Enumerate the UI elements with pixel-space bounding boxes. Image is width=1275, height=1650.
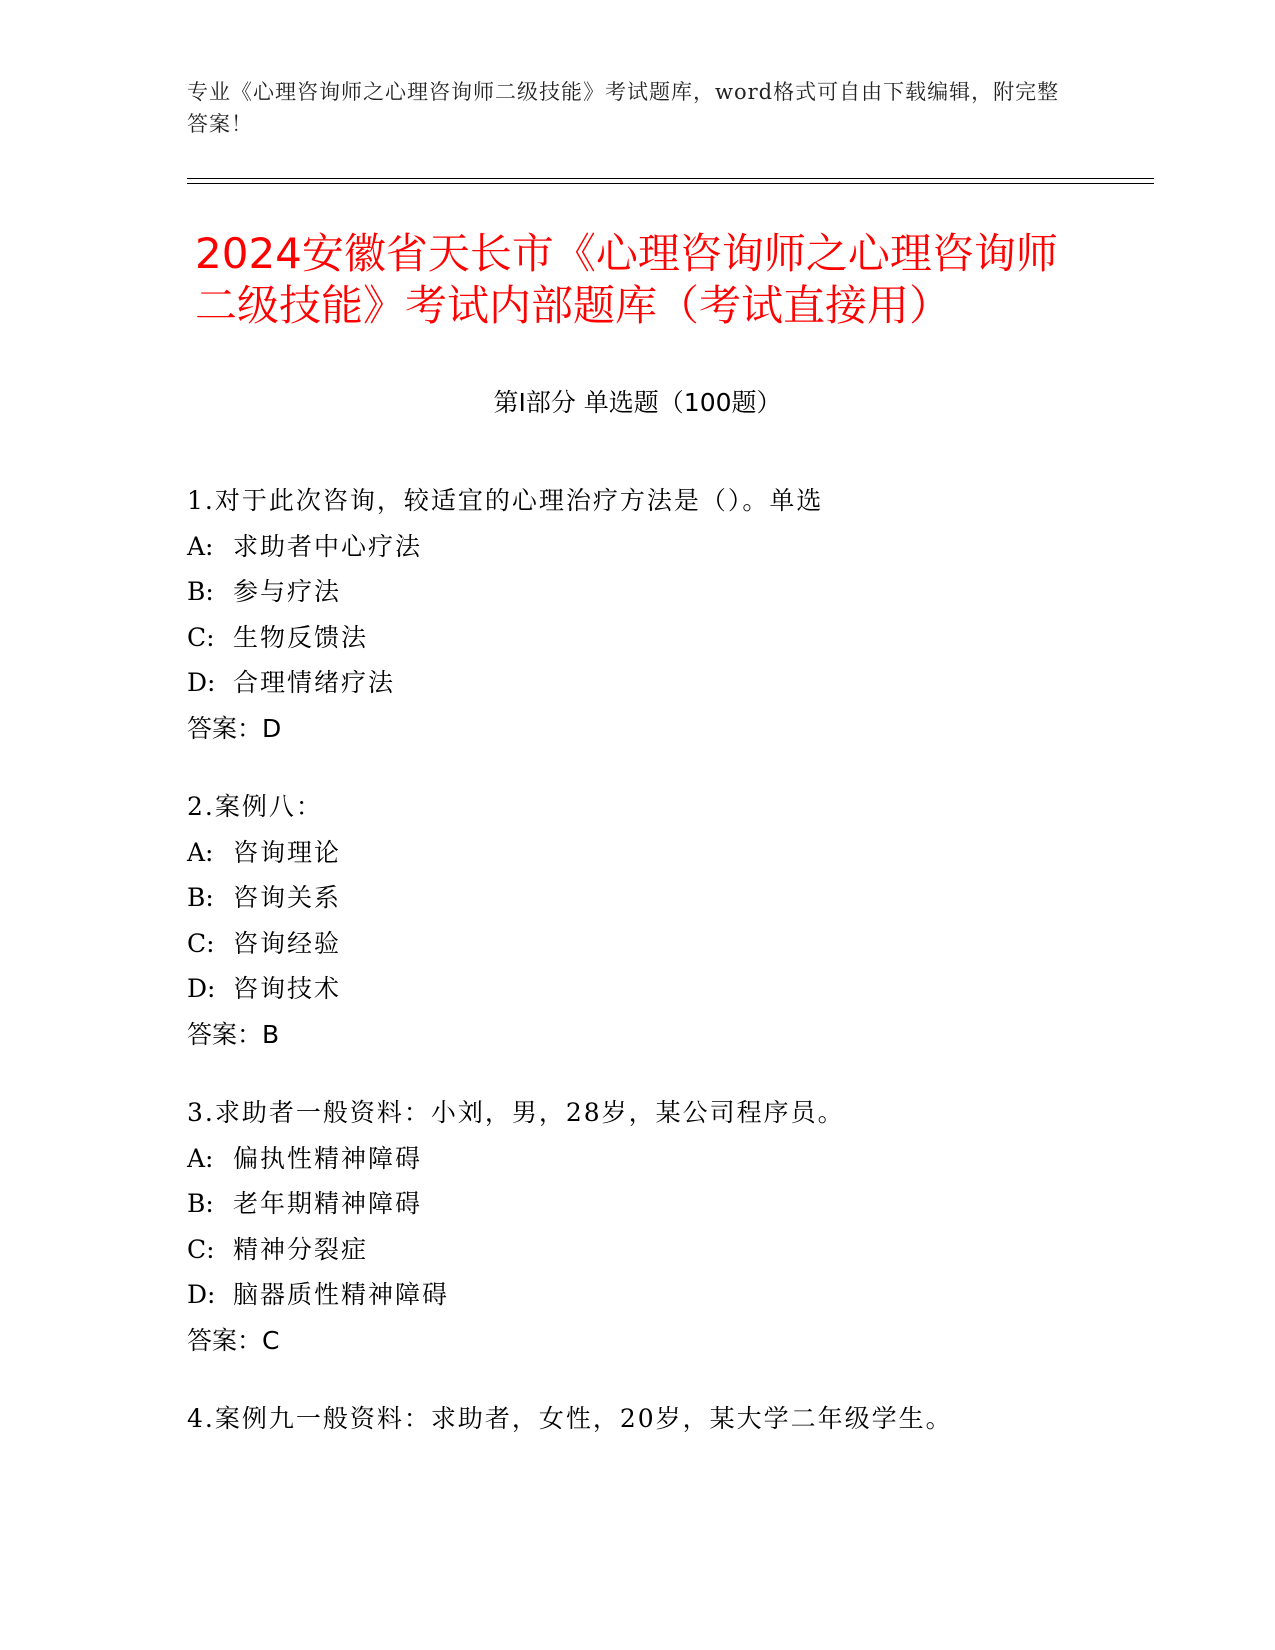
- question-item: [187, 784, 1147, 1057]
- option-letter: B:: [187, 1189, 214, 1218]
- option-row: [187, 966, 1147, 1012]
- answer-line: 答案：D: [187, 713, 282, 743]
- answer-line: 答案：C: [187, 1325, 280, 1355]
- option-row: [187, 1181, 1147, 1227]
- header-rule-top: [187, 178, 1154, 179]
- question-stem: 1.对于此次咨询，较适宜的心理治疗方法是（）。单选: [187, 486, 824, 515]
- option-row: [187, 1272, 1147, 1318]
- option-letter: C:: [187, 622, 215, 652]
- option-text: 咨询经验: [233, 928, 342, 958]
- option-text: 偏执性精神障碍: [233, 1143, 423, 1173]
- option-row: [187, 615, 1147, 661]
- option-row: [187, 569, 1147, 615]
- question-list: [187, 478, 1147, 1475]
- option-text: 咨询关系: [233, 883, 342, 912]
- question-stem: 4.案例九一般资料：求助者，女性，20岁，某大学二年级学生。: [187, 1404, 953, 1433]
- question-stem: 2.案例八：: [187, 792, 323, 821]
- option-row: [187, 921, 1147, 967]
- header-note: 专业《心理咨询师之心理咨询师二级技能》考试题库，word格式可自由下载编辑，附完整答案！: [187, 80, 1060, 136]
- option-row: [187, 524, 1147, 570]
- option-row: [187, 1227, 1147, 1273]
- option-letter: A:: [187, 531, 214, 561]
- option-letter: D:: [187, 1280, 216, 1309]
- document-title: 2024安徽省天长市《心理咨询师之心理咨询师二级技能》考试内部题库（考试直接用）: [195, 229, 1058, 330]
- option-letter: B:: [187, 883, 214, 912]
- option-text: 咨询理论: [233, 837, 342, 867]
- option-text: 合理情绪疗法: [233, 668, 396, 697]
- option-row: [187, 1136, 1147, 1182]
- header-rule-bottom: [187, 183, 1154, 184]
- question-stem: 3.求助者一般资料：小刘，男，28岁，某公司程序员。: [187, 1098, 845, 1127]
- option-text: 脑器质性精神障碍: [233, 1280, 450, 1309]
- option-letter: C:: [187, 928, 215, 958]
- option-text: 精神分裂症: [233, 1234, 369, 1264]
- option-letter: D:: [187, 668, 216, 697]
- option-text: 老年期精神障碍: [233, 1189, 423, 1218]
- option-letter: A:: [187, 837, 214, 867]
- option-text: 生物反馈法: [233, 622, 369, 652]
- option-row: [187, 660, 1147, 706]
- question-item: [187, 1396, 1147, 1442]
- answer-line: 答案：B: [187, 1019, 280, 1049]
- option-letter: B:: [187, 577, 214, 606]
- question-item: [187, 1090, 1147, 1363]
- option-text: 求助者中心疗法: [233, 531, 423, 561]
- option-letter: C:: [187, 1234, 215, 1264]
- option-row: [187, 875, 1147, 921]
- option-text: 咨询技术: [233, 974, 342, 1003]
- option-text: 参与疗法: [233, 577, 342, 606]
- option-letter: A:: [187, 1143, 214, 1173]
- question-item: [187, 478, 1147, 751]
- section-title: 第Ⅰ部分 单选题（100题）: [493, 388, 782, 417]
- option-letter: D:: [187, 974, 216, 1003]
- option-row: [187, 830, 1147, 876]
